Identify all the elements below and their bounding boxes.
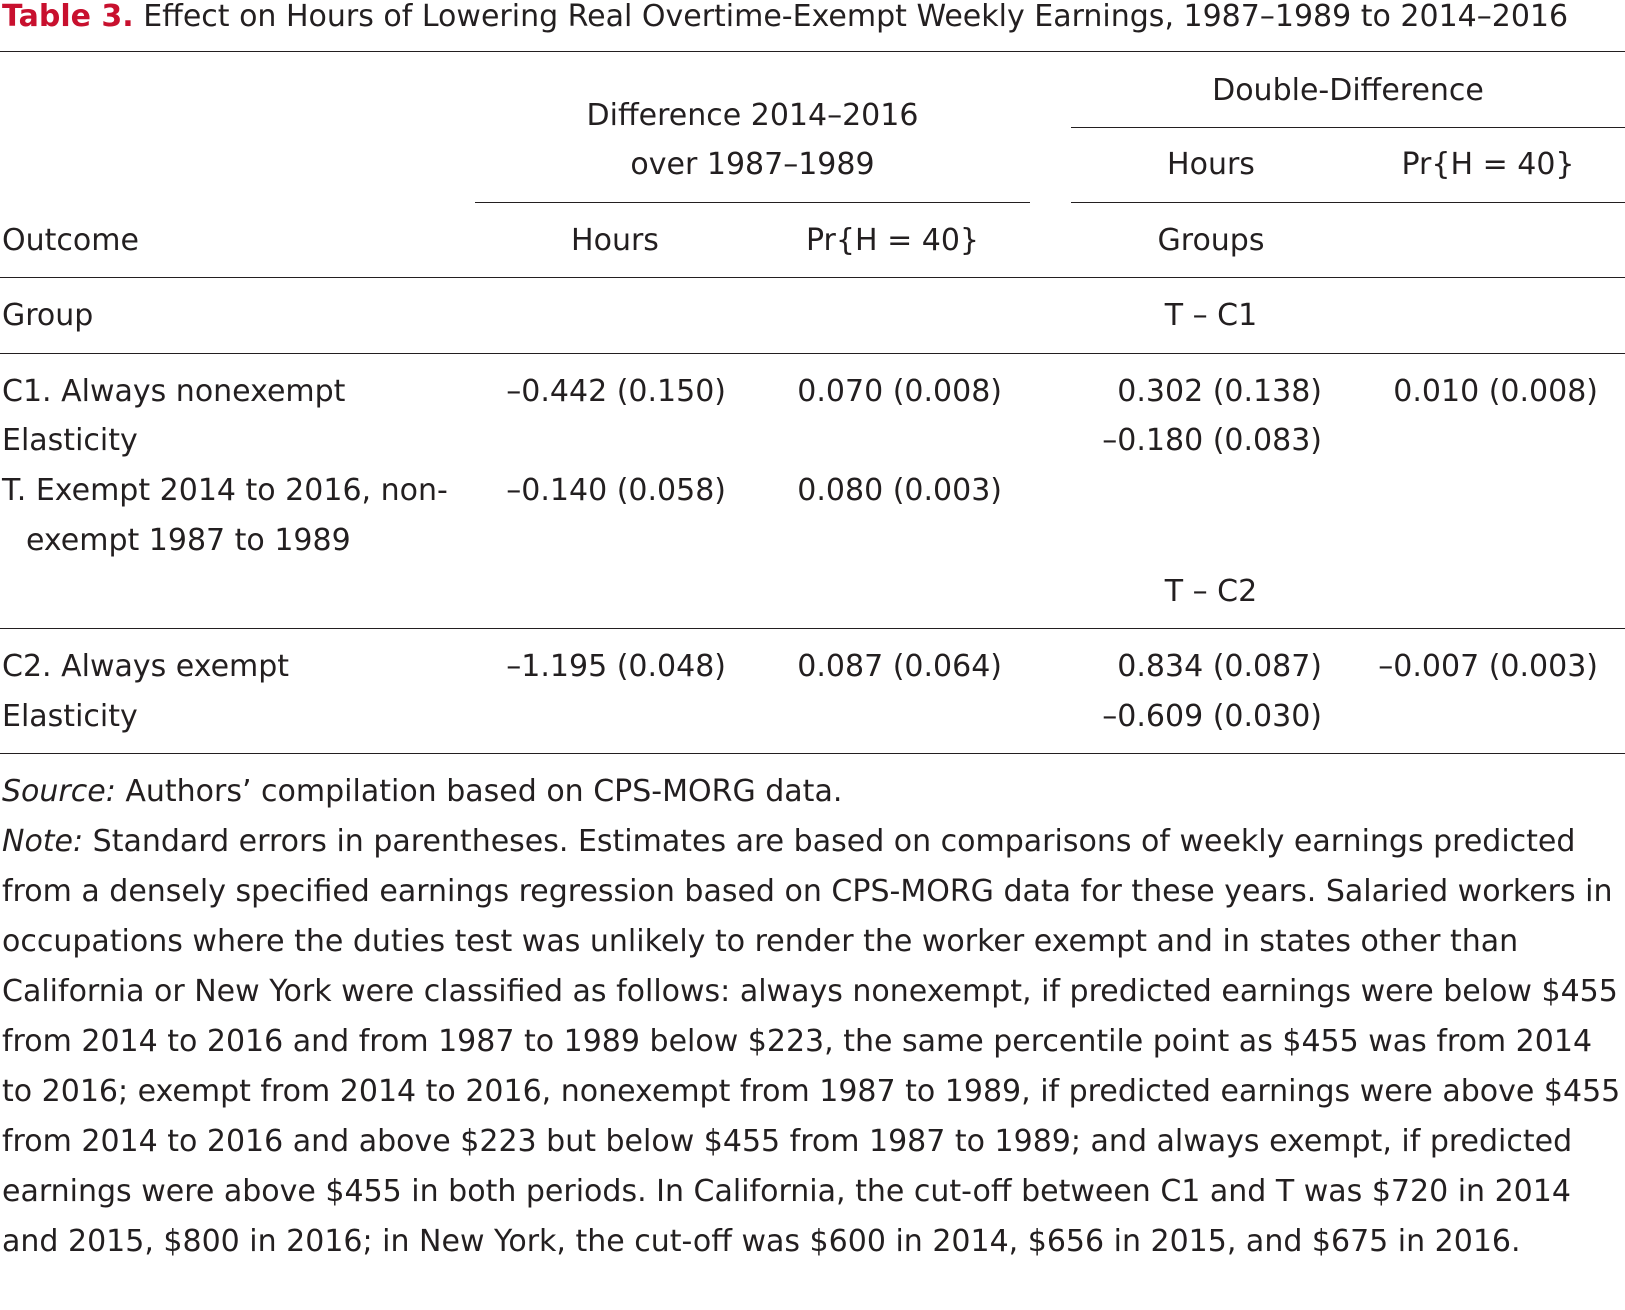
c2-diff-hours: –1.195 (0.048) (506, 649, 726, 684)
bottom-rule (0, 753, 1625, 754)
mid-rule (0, 628, 1625, 629)
group-label: Group (2, 298, 94, 333)
source-note (2, 767, 1622, 817)
diff-hours-header: Hours (571, 223, 659, 258)
c2-dd-hours: 0.834 (0.087) (1117, 649, 1322, 684)
dd-pr-header: Pr{H = 40} (1401, 147, 1575, 182)
c1-label: C1. Always nonexempt (2, 374, 346, 409)
t-diff-pr: 0.080 (0.003) (797, 473, 1002, 508)
double-difference-header: Double-Difference (1212, 73, 1484, 108)
general-note (2, 817, 1622, 1267)
note-label: Note: (2, 824, 84, 859)
dd-hours-header: Hours (1167, 147, 1255, 182)
c1-elasticity-dd-hours: –0.180 (0.083) (1102, 423, 1322, 458)
source-text: Authors’ compilation based on CPS-MORG data. (115, 774, 843, 809)
groups-header: Groups (1157, 223, 1265, 258)
top-rule (0, 51, 1625, 52)
diff-group-header-line2: over 1987–1989 (630, 147, 875, 182)
note-text: Standard errors in parentheses. Estimates are based on comparisons of weekly earnings predicted from a densely specified earnings regression based on CPS-MORG data for these years. Salaried workers in occupations where the duties test was unlikely to render the worker exempt and in states other than California or New York were classified as follows: always nonexempt, if predicted earnings were below $455 from 2014 to 2016 and from 1987 to 1989 below $223, the same percentile point as $455 was from 2014 to 2016; exempt from 2014 to 2016, nonexempt from 1987 to 1989, if predicted earnings were above $455 from 2014 to 2016 and above $223 but below $455 from 1987 to 1989; and always exempt, if predicted earnings were above $455 in both periods. In California, the cut-off between C1 and T was $720 in 2014 and 2015, $800 in 2016; in New York, the cut-off was $600 in 2014, $656 in 2015, and $675 in 2016. (2, 824, 1621, 1259)
c2-elasticity-label: Elasticity (2, 699, 138, 734)
t-minus-c1-label: T – C1 (1164, 298, 1258, 333)
c2-elasticity-dd-hours: –0.609 (0.030) (1102, 699, 1322, 734)
table-title-text: Effect on Hours of Lowering Real Overtime-Exempt Weekly Earnings, 1987–1989 to 2014–2016 (133, 0, 1569, 34)
t-minus-c2-label: T – C2 (1164, 574, 1258, 609)
c1-diff-pr: 0.070 (0.008) (797, 374, 1002, 409)
diff-pr-header: Pr{H = 40} (805, 223, 979, 258)
double-difference-sub-underline (1071, 202, 1625, 203)
table-title (2, 2, 1568, 32)
c1-dd-pr: 0.010 (0.008) (1393, 374, 1598, 409)
source-label: Source: (2, 774, 116, 809)
double-difference-underline (1071, 127, 1625, 128)
c1-dd-hours: 0.302 (0.138) (1117, 374, 1322, 409)
t-diff-hours: –0.140 (0.058) (506, 473, 726, 508)
c1-elasticity-label: Elasticity (2, 423, 138, 458)
header-bottom-rule (0, 277, 1625, 278)
c2-label: C2. Always exempt (2, 649, 290, 684)
difference-underline (475, 202, 1030, 203)
t-label-line2: exempt 1987 to 1989 (26, 523, 351, 558)
outcome-header: Outcome (2, 223, 139, 258)
diff-group-header-line1: Difference 2014–2016 (586, 98, 919, 133)
c1-diff-hours: –0.442 (0.150) (506, 374, 726, 409)
group-row-rule (0, 353, 1625, 354)
c2-diff-pr: 0.087 (0.064) (797, 649, 1002, 684)
c2-dd-pr: –0.007 (0.003) (1378, 649, 1598, 684)
t-label-line1: T. Exempt 2014 to 2016, non- (2, 473, 448, 508)
table-title-label: Table 3. (2, 0, 134, 34)
